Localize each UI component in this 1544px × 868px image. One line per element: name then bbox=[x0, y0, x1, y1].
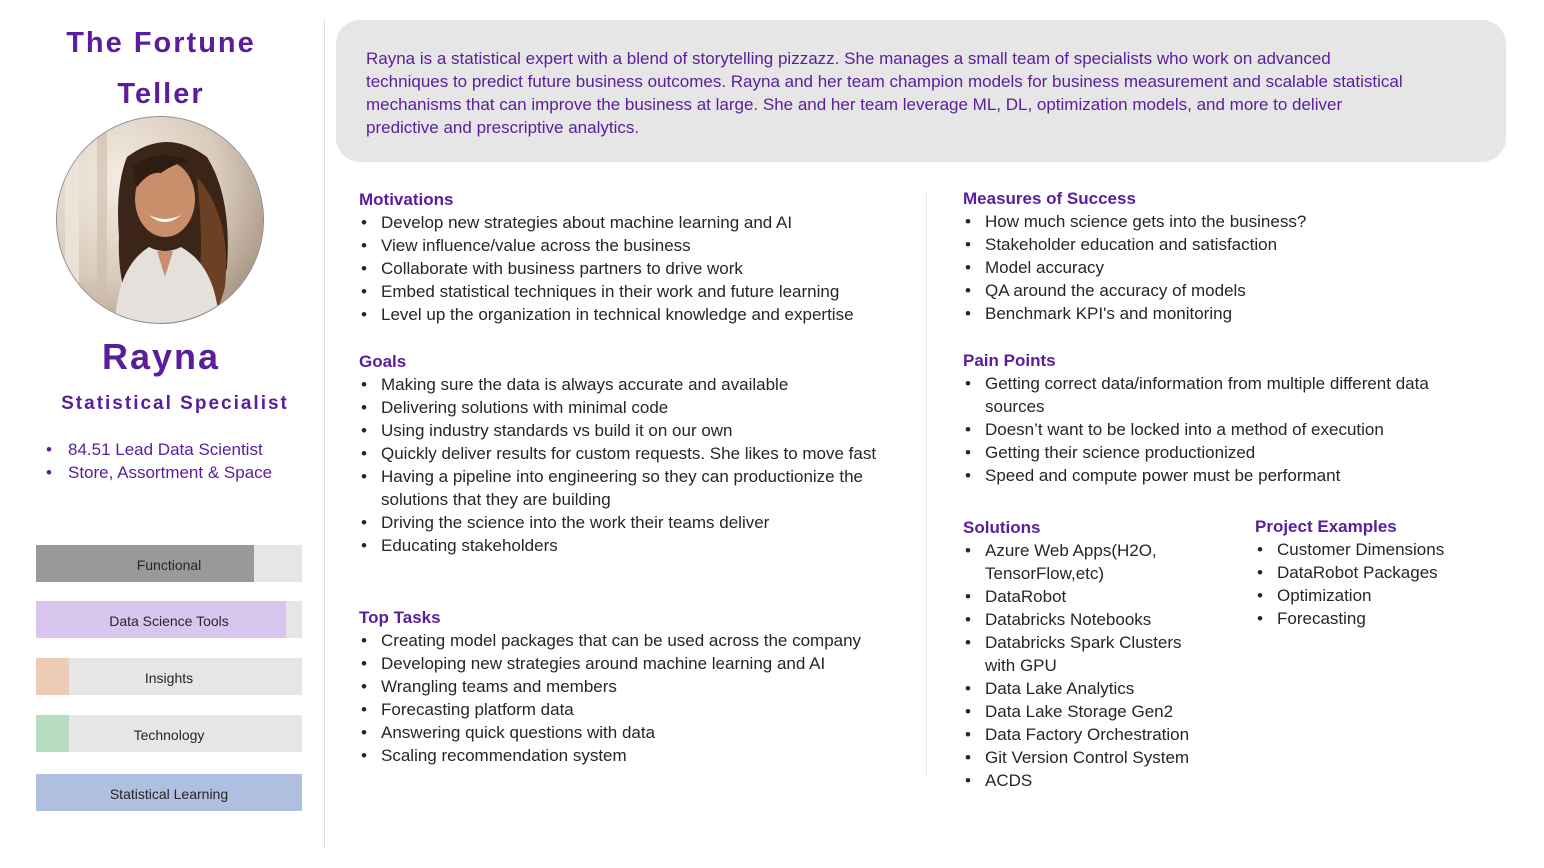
section-heading: Motivations bbox=[359, 190, 454, 209]
list-item: • Azure Web Apps(H2O, TensorFlow,etc) bbox=[963, 539, 1193, 585]
list-item: • DataRobot bbox=[963, 585, 1193, 608]
skill-bar-label: Functional bbox=[136, 557, 202, 573]
section-goals bbox=[359, 350, 879, 557]
list-item: • Stakeholder education and satisfaction bbox=[963, 233, 1483, 256]
list-item: • Forecasting bbox=[1255, 607, 1495, 630]
persona-tags bbox=[44, 438, 272, 484]
list-item: • Driving the science into the work their teams deliver bbox=[359, 511, 879, 534]
section-pain-points bbox=[963, 349, 1463, 487]
list-item: • Optimization bbox=[1255, 584, 1495, 607]
section-heading: Measures of Success bbox=[963, 189, 1136, 208]
list-item: • Level up the organization in technical knowledge and expertise bbox=[359, 303, 899, 326]
list-item: • Developing new strategies around machine learning and AI bbox=[359, 652, 899, 675]
section-heading: Project Examples bbox=[1255, 517, 1397, 536]
summary-box bbox=[336, 20, 1506, 162]
list-item: • Answering quick questions with data bbox=[359, 721, 899, 744]
skill-bar-label: Insights bbox=[144, 670, 194, 686]
bullet-list bbox=[963, 539, 1193, 792]
list-item: • Speed and compute power must be performant bbox=[963, 464, 1463, 487]
section-measures-of-success bbox=[963, 187, 1483, 325]
persona-title bbox=[20, 18, 302, 120]
section-top-tasks bbox=[359, 606, 899, 767]
persona-tag: • 84.51 Lead Data Scientist bbox=[44, 438, 272, 461]
list-item: • Having a pipeline into engineering so they can productionize the solutions that they are building bbox=[359, 465, 879, 511]
summary-text: Rayna is a statistical expert with a blend of storytelling pizzazz. She manages a small team of specialists who work on advanced techniques to predict future business outcomes. Rayna and her team champion models for business measurement and scalable statistical mechanisms that can improve the business at large. She and her team leverage ML, DL, optimization models, and more to deliver predictive and prescriptive analytics. bbox=[366, 49, 1403, 137]
skill-bar-insights bbox=[36, 658, 302, 695]
section-heading: Solutions bbox=[963, 518, 1041, 537]
list-item: • Making sure the data is always accurate and available bbox=[359, 373, 879, 396]
list-item: • Model accuracy bbox=[963, 256, 1483, 279]
bullet-list bbox=[963, 372, 1463, 487]
skill-bar-label: Data Science Tools bbox=[109, 613, 229, 629]
list-item: • Git Version Control System bbox=[963, 746, 1193, 769]
list-item: • QA around the accuracy of models bbox=[963, 279, 1483, 302]
list-item: • Quickly deliver results for custom requests. She likes to move fast bbox=[359, 442, 879, 465]
list-item: • Getting their science productionized bbox=[963, 441, 1463, 464]
skill-bar-label: Technology bbox=[133, 727, 205, 743]
bullet-list bbox=[359, 629, 899, 767]
column-divider bbox=[926, 193, 927, 775]
list-item: • Creating model packages that can be used across the company bbox=[359, 629, 899, 652]
list-item: • Data Factory Orchestration bbox=[963, 723, 1193, 746]
persona-title-line2: Teller bbox=[117, 78, 205, 110]
skill-bar-statistical-learning bbox=[36, 774, 302, 811]
bullet-list bbox=[359, 211, 899, 326]
list-item: • Scaling recommendation system bbox=[359, 744, 899, 767]
section-heading: Pain Points bbox=[963, 351, 1056, 370]
section-heading: Top Tasks bbox=[359, 608, 441, 627]
persona-name: Rayna bbox=[101, 336, 221, 377]
list-item: • Wrangling teams and members bbox=[359, 675, 899, 698]
list-item: • Educating stakeholders bbox=[359, 534, 879, 557]
list-item: • Doesn’t want to be locked into a method of execution bbox=[963, 418, 1463, 441]
avatar bbox=[56, 116, 264, 324]
persona-title-line1: The Fortune bbox=[66, 27, 256, 59]
skill-bar-technology bbox=[36, 715, 302, 752]
list-item: • Customer Dimensions bbox=[1255, 538, 1495, 561]
list-item: • Benchmark KPI's and monitoring bbox=[963, 302, 1483, 325]
list-item: • Using industry standards vs build it on our own bbox=[359, 419, 879, 442]
list-item: • Embed statistical techniques in their work and future learning bbox=[359, 280, 899, 303]
skill-bar-data-science-tools bbox=[36, 601, 302, 638]
persona-panel bbox=[0, 0, 324, 868]
list-item: • Data Lake Analytics bbox=[963, 677, 1193, 700]
persona-tag: • Store, Assortment & Space bbox=[44, 461, 272, 484]
list-item: • How much science gets into the business? bbox=[963, 210, 1483, 233]
section-solutions bbox=[963, 516, 1193, 792]
list-item: • DataRobot Packages bbox=[1255, 561, 1495, 584]
section-project-examples bbox=[1255, 515, 1495, 630]
bullet-list bbox=[359, 373, 879, 557]
list-item: • Data Lake Storage Gen2 bbox=[963, 700, 1193, 723]
list-item: • Databricks Notebooks bbox=[963, 608, 1193, 631]
bullet-list bbox=[963, 210, 1483, 325]
list-item: • ACDS bbox=[963, 769, 1193, 792]
list-item: • Forecasting platform data bbox=[359, 698, 899, 721]
list-item: • Collaborate with business partners to drive work bbox=[359, 257, 899, 280]
persona-role: Statistical Specialist bbox=[61, 393, 289, 414]
skill-bar-functional bbox=[36, 545, 302, 582]
list-item: • Develop new strategies about machine learning and AI bbox=[359, 211, 899, 234]
avatar-photo bbox=[57, 117, 264, 324]
list-item: • Delivering solutions with minimal code bbox=[359, 396, 879, 419]
skill-bar-label: Statistical Learning bbox=[109, 786, 229, 802]
panel-divider bbox=[324, 18, 325, 848]
section-heading: Goals bbox=[359, 352, 407, 371]
bullet-list bbox=[1255, 538, 1495, 630]
list-item: • Databricks Spark Clusters with GPU bbox=[963, 631, 1193, 677]
section-motivations bbox=[359, 188, 899, 326]
list-item: • Getting correct data/information from multiple different data sources bbox=[963, 372, 1463, 418]
list-item: • View influence/value across the business bbox=[359, 234, 899, 257]
